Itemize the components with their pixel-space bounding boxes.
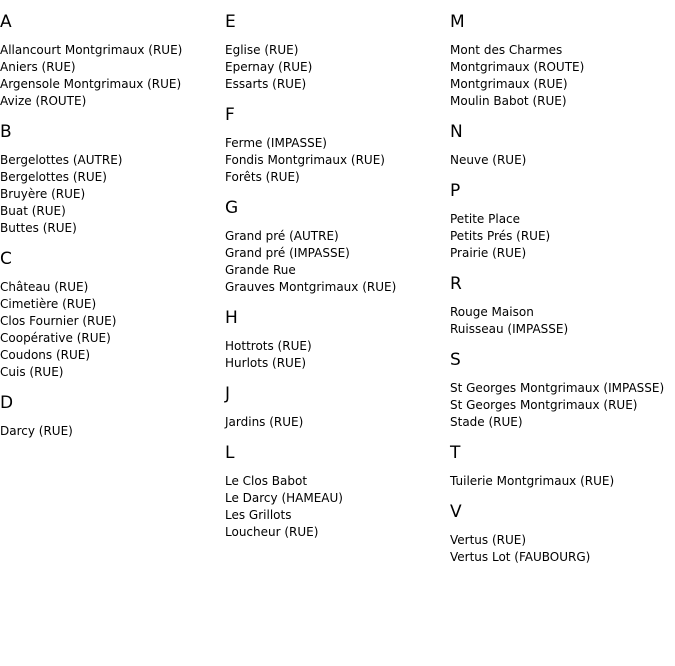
letter-heading: H bbox=[225, 308, 238, 328]
street-link[interactable]: Prairie (RUE) bbox=[450, 246, 527, 260]
street-link[interactable]: Rouge Maison bbox=[450, 305, 534, 319]
street-link[interactable]: Stade (RUE) bbox=[450, 415, 523, 429]
letter-section-f bbox=[225, 105, 450, 186]
street-link[interactable]: Argensole Montgrimaux (RUE) bbox=[0, 77, 182, 91]
street-list bbox=[0, 42, 225, 110]
street-link[interactable]: Buttes (RUE) bbox=[0, 221, 77, 235]
street-list bbox=[225, 135, 450, 186]
street-link[interactable]: Hottrots (RUE) bbox=[225, 339, 312, 353]
street-link[interactable]: Essarts (RUE) bbox=[225, 77, 307, 91]
letter-heading: V bbox=[450, 502, 462, 522]
street-list bbox=[450, 152, 675, 169]
street-list bbox=[450, 211, 675, 262]
letter-section-e bbox=[225, 12, 450, 93]
index-column-2 bbox=[225, 0, 450, 541]
letter-heading: P bbox=[450, 181, 461, 201]
letter-heading: F bbox=[225, 105, 235, 125]
letter-section-p bbox=[450, 181, 675, 262]
street-link[interactable]: Hurlots (RUE) bbox=[225, 356, 307, 370]
street-list bbox=[0, 152, 225, 237]
letter-section-v bbox=[450, 502, 675, 566]
letter-heading: D bbox=[0, 393, 14, 413]
street-link[interactable]: Vertus (RUE) bbox=[450, 533, 527, 547]
street-list bbox=[450, 380, 675, 431]
street-link[interactable]: Coopérative (RUE) bbox=[0, 331, 111, 345]
street-list bbox=[225, 414, 450, 431]
street-link[interactable]: Cuis (RUE) bbox=[0, 365, 64, 379]
street-link[interactable]: Neuve (RUE) bbox=[450, 153, 527, 167]
street-list bbox=[225, 473, 450, 541]
street-link[interactable]: Epernay (RUE) bbox=[225, 60, 313, 74]
street-link[interactable]: Petite Place bbox=[450, 212, 521, 226]
street-link[interactable]: Bruyère (RUE) bbox=[0, 187, 86, 201]
letter-section-a bbox=[0, 12, 225, 110]
letter-section-g bbox=[225, 198, 450, 296]
street-link[interactable]: Vertus Lot (FAUBOURG) bbox=[450, 550, 591, 564]
street-list bbox=[225, 42, 450, 93]
letter-section-l bbox=[225, 443, 450, 541]
street-link[interactable]: Les Grillots bbox=[225, 508, 292, 522]
street-link[interactable]: Fondis Montgrimaux (RUE) bbox=[225, 153, 385, 167]
street-link[interactable]: Forêts (RUE) bbox=[225, 170, 300, 184]
street-link[interactable]: Loucheur (RUE) bbox=[225, 525, 319, 539]
letter-heading: J bbox=[225, 384, 231, 404]
letter-heading: E bbox=[225, 12, 236, 32]
street-link[interactable]: Moulin Babot (RUE) bbox=[450, 94, 567, 108]
street-link[interactable]: Aniers (RUE) bbox=[0, 60, 76, 74]
street-link[interactable]: Allancourt Montgrimaux (RUE) bbox=[0, 43, 183, 57]
street-list bbox=[225, 338, 450, 372]
street-link[interactable]: Eglise (RUE) bbox=[225, 43, 299, 57]
street-link[interactable]: Tuilerie Montgrimaux (RUE) bbox=[450, 474, 615, 488]
street-link[interactable]: St Georges Montgrimaux (IMPASSE) bbox=[450, 381, 665, 395]
street-link[interactable]: Grauves Montgrimaux (RUE) bbox=[225, 280, 397, 294]
letter-section-h bbox=[225, 308, 450, 372]
letter-section-n bbox=[450, 122, 675, 169]
letter-heading: G bbox=[225, 198, 239, 218]
street-link[interactable]: Montgrimaux (ROUTE) bbox=[450, 60, 585, 74]
street-list bbox=[450, 473, 675, 490]
letter-section-r bbox=[450, 274, 675, 338]
index-column-3 bbox=[450, 0, 675, 566]
street-list bbox=[450, 304, 675, 338]
letter-section-d bbox=[0, 393, 225, 440]
street-link[interactable]: Clos Fournier (RUE) bbox=[0, 314, 117, 328]
street-link[interactable]: Montgrimaux (RUE) bbox=[450, 77, 568, 91]
index-column-1 bbox=[0, 0, 225, 440]
street-link[interactable]: Petits Prés (RUE) bbox=[450, 229, 551, 243]
letter-heading: T bbox=[450, 443, 461, 463]
letter-heading: B bbox=[0, 122, 12, 142]
street-list bbox=[450, 532, 675, 566]
letter-section-t bbox=[450, 443, 675, 490]
street-link[interactable]: Darcy (RUE) bbox=[0, 424, 73, 438]
street-link[interactable]: Grande Rue bbox=[225, 263, 296, 277]
letter-section-c bbox=[0, 249, 225, 381]
street-link[interactable]: Bergelottes (RUE) bbox=[0, 170, 107, 184]
street-list bbox=[0, 279, 225, 381]
letter-heading: N bbox=[450, 122, 463, 142]
street-list bbox=[450, 42, 675, 110]
letter-section-s bbox=[450, 350, 675, 431]
street-link[interactable]: Cimetière (RUE) bbox=[0, 297, 97, 311]
street-link[interactable]: Le Darcy (HAMEAU) bbox=[225, 491, 343, 505]
letter-heading: L bbox=[225, 443, 235, 463]
letter-heading: A bbox=[0, 12, 12, 32]
letter-section-m bbox=[450, 12, 675, 110]
street-link[interactable]: Ferme (IMPASSE) bbox=[225, 136, 327, 150]
street-link[interactable]: Bergelottes (AUTRE) bbox=[0, 153, 123, 167]
street-link[interactable]: Avize (ROUTE) bbox=[0, 94, 87, 108]
street-list bbox=[0, 423, 225, 440]
letter-section-b bbox=[0, 122, 225, 237]
street-link[interactable]: St Georges Montgrimaux (RUE) bbox=[450, 398, 638, 412]
street-link[interactable]: Coudons (RUE) bbox=[0, 348, 91, 362]
street-link[interactable]: Grand pré (AUTRE) bbox=[225, 229, 339, 243]
street-link[interactable]: Ruisseau (IMPASSE) bbox=[450, 322, 569, 336]
street-link[interactable]: Grand pré (IMPASSE) bbox=[225, 246, 350, 260]
letter-heading: C bbox=[0, 249, 12, 269]
street-link[interactable]: Le Clos Babot bbox=[225, 474, 308, 488]
street-link[interactable]: Jardins (RUE) bbox=[225, 415, 304, 429]
street-list bbox=[225, 228, 450, 296]
letter-heading: S bbox=[450, 350, 461, 370]
letter-heading: R bbox=[450, 274, 462, 294]
letter-heading: M bbox=[450, 12, 465, 32]
street-link[interactable]: Buat (RUE) bbox=[0, 204, 66, 218]
street-link[interactable]: Château (RUE) bbox=[0, 280, 89, 294]
letter-section-j bbox=[225, 384, 450, 431]
street-link[interactable]: Mont des Charmes bbox=[450, 43, 563, 57]
